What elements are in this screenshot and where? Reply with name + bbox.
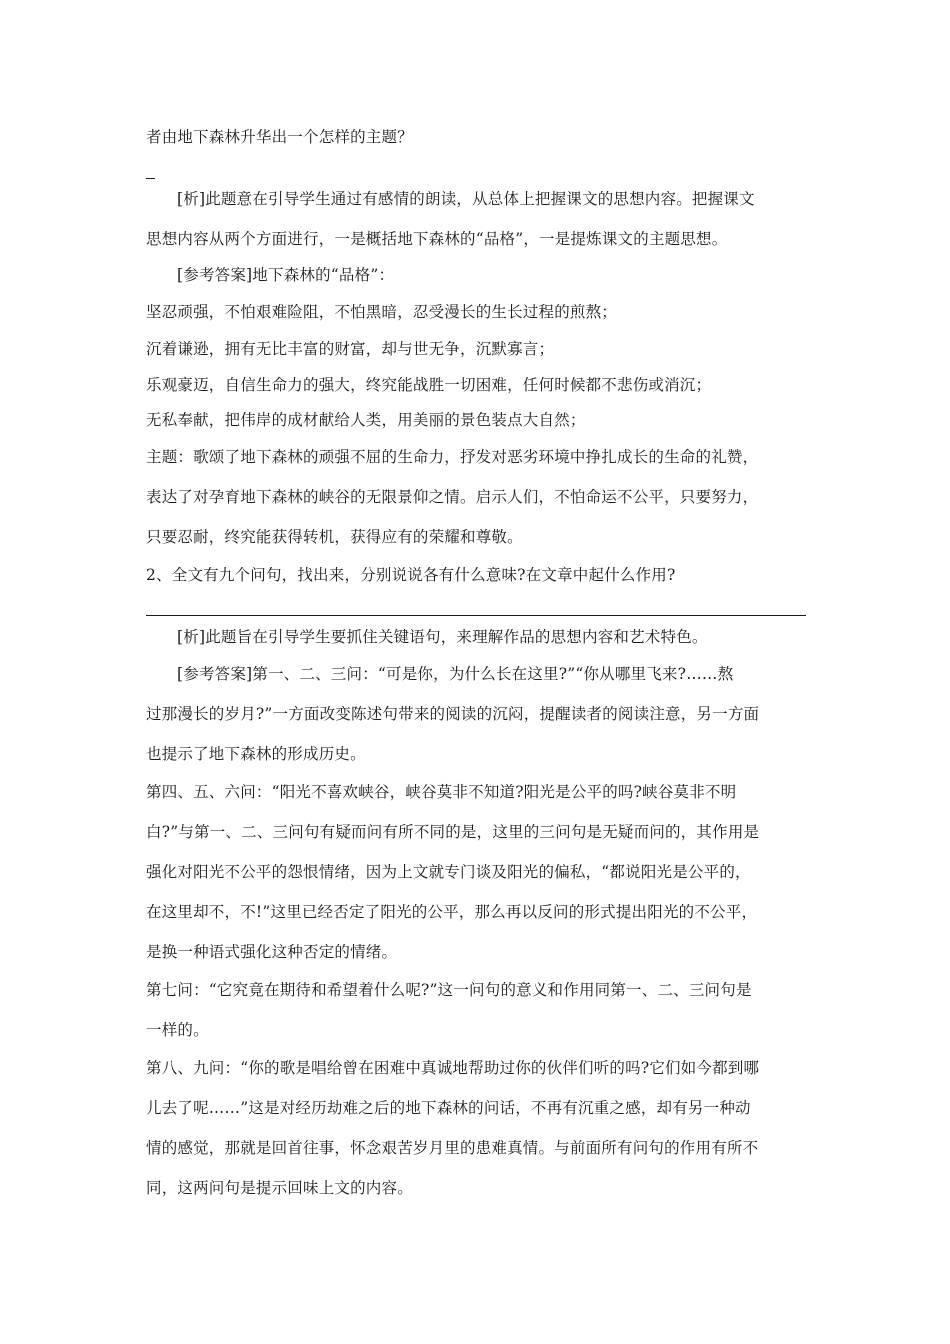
q1-answer-item: 沉着谦逊，拥有无比丰富的财富，却与世无争，沉默寡言； bbox=[146, 340, 555, 358]
answer-blank-line bbox=[146, 178, 155, 179]
q2-answer-2-line-5: 是换一种语式强化这种否定的情绪。 bbox=[146, 943, 398, 961]
question-1-tail: 者由地下森林升华出一个怎样的主题？ bbox=[146, 128, 413, 146]
q2-answer-2-line-2: 白?”与第一、二、三问句有疑而问有所不同的是，这里的三问句是无疑而问的，其作用是 bbox=[146, 823, 760, 841]
q1-analysis-line-2: 思想内容从两个方面进行，一是概括地下森林的“品格”，一是提炼课文的主题思想。 bbox=[146, 230, 728, 248]
q2-answer-4-line-4: 同，这两问句是提示回味上文的内容。 bbox=[146, 1179, 413, 1197]
q2-answer-2-line-3: 强化对阳光不公平的怨恨情绪，因为上文就专门谈及阳光的偏私，“都说阳光是公平的， bbox=[146, 863, 751, 881]
answer-blank-line bbox=[146, 615, 806, 616]
q1-answer-heading: [参考答案]地下森林的“品格”： bbox=[177, 266, 395, 284]
q2-answer-1-line-3: 也提示了地下森林的形成历史。 bbox=[146, 745, 366, 763]
q2-answer-1-line-1: [参考答案]第一、二、三问：“可是你，为什么长在这里?”“你从哪里飞来?……熬 bbox=[177, 665, 734, 683]
q2-answer-4-line-3: 情的感觉，那就是回首往事，怀念艰苦岁月里的患难真情。与前面所有问句的作用有所不 bbox=[146, 1139, 759, 1157]
q2-answer-2-line-1: 第四、五、六问：“阳光不喜欢峡谷，峡谷莫非不知道?阳光是公平的吗?峡谷莫非不明 bbox=[146, 783, 737, 801]
q1-theme-line-3: 只要忍耐，终究能获得转机，获得应有的荣耀和尊敬。 bbox=[146, 528, 523, 546]
question-2: 2、全文有九个问句，找出来，分别说说各有什么意味?在文章中起什么作用? bbox=[146, 566, 676, 584]
q2-answer-4-line-2: 儿去了呢……”这是对经历劫难之后的地下森林的问话，不再有沉重之感，却有另一种动 bbox=[146, 1099, 751, 1117]
q1-theme-line-2: 表达了对孕育地下森林的峡谷的无限景仰之情。启示人们，不怕命运不公平，只要努力， bbox=[146, 488, 759, 506]
q2-analysis: [析]此题旨在引导学生要抓住关键语句，来理解作品的思想内容和艺术特色。 bbox=[177, 628, 708, 646]
q1-answer-item: 坚忍顽强，不怕艰难险阻，不怕黑暗，忍受漫长的生长过程的煎熬； bbox=[146, 303, 618, 321]
q2-answer-3-line-1: 第七问：“它究竟在期待和希望着什么呢?”这一问句的意义和作用同第一、二、三问句是 bbox=[146, 981, 752, 999]
q1-answer-item: 乐观豪迈，自信生命力的强大，终究能战胜一切困难，任何时候都不悲伤或消沉； bbox=[146, 376, 712, 394]
q2-answer-1-line-2: 过那漫长的岁月?”一方面改变陈述句带来的阅读的沉闷，提醒读者的阅读注意，另一方面 bbox=[146, 705, 760, 723]
q1-theme-line-1: 主题：歌颂了地下森林的顽强不屈的生命力，抒发对恶劣环境中挣扎成长的生命的礼赞， bbox=[146, 448, 759, 466]
q2-answer-2-line-4: 在这里却不，不!”这里已经否定了阳光的公平，那么再以反问的形式提出阳光的不公平， bbox=[146, 903, 758, 921]
q2-answer-3-line-2: 一样的。 bbox=[146, 1021, 209, 1039]
q2-answer-4-line-1: 第八、九问：“你的歌是唱给曾在困难中真诚地帮助过你的伙伴们听的吗?它们如今都到哪 bbox=[146, 1059, 760, 1077]
q1-analysis-line-1: [析]此题意在引导学生通过有感情的朗读，从总体上把握课文的思想内容。把握课文 bbox=[177, 190, 755, 208]
q1-answer-item: 无私奉献，把伟岸的成材献给人类，用美丽的景色装点大自然； bbox=[146, 411, 586, 429]
